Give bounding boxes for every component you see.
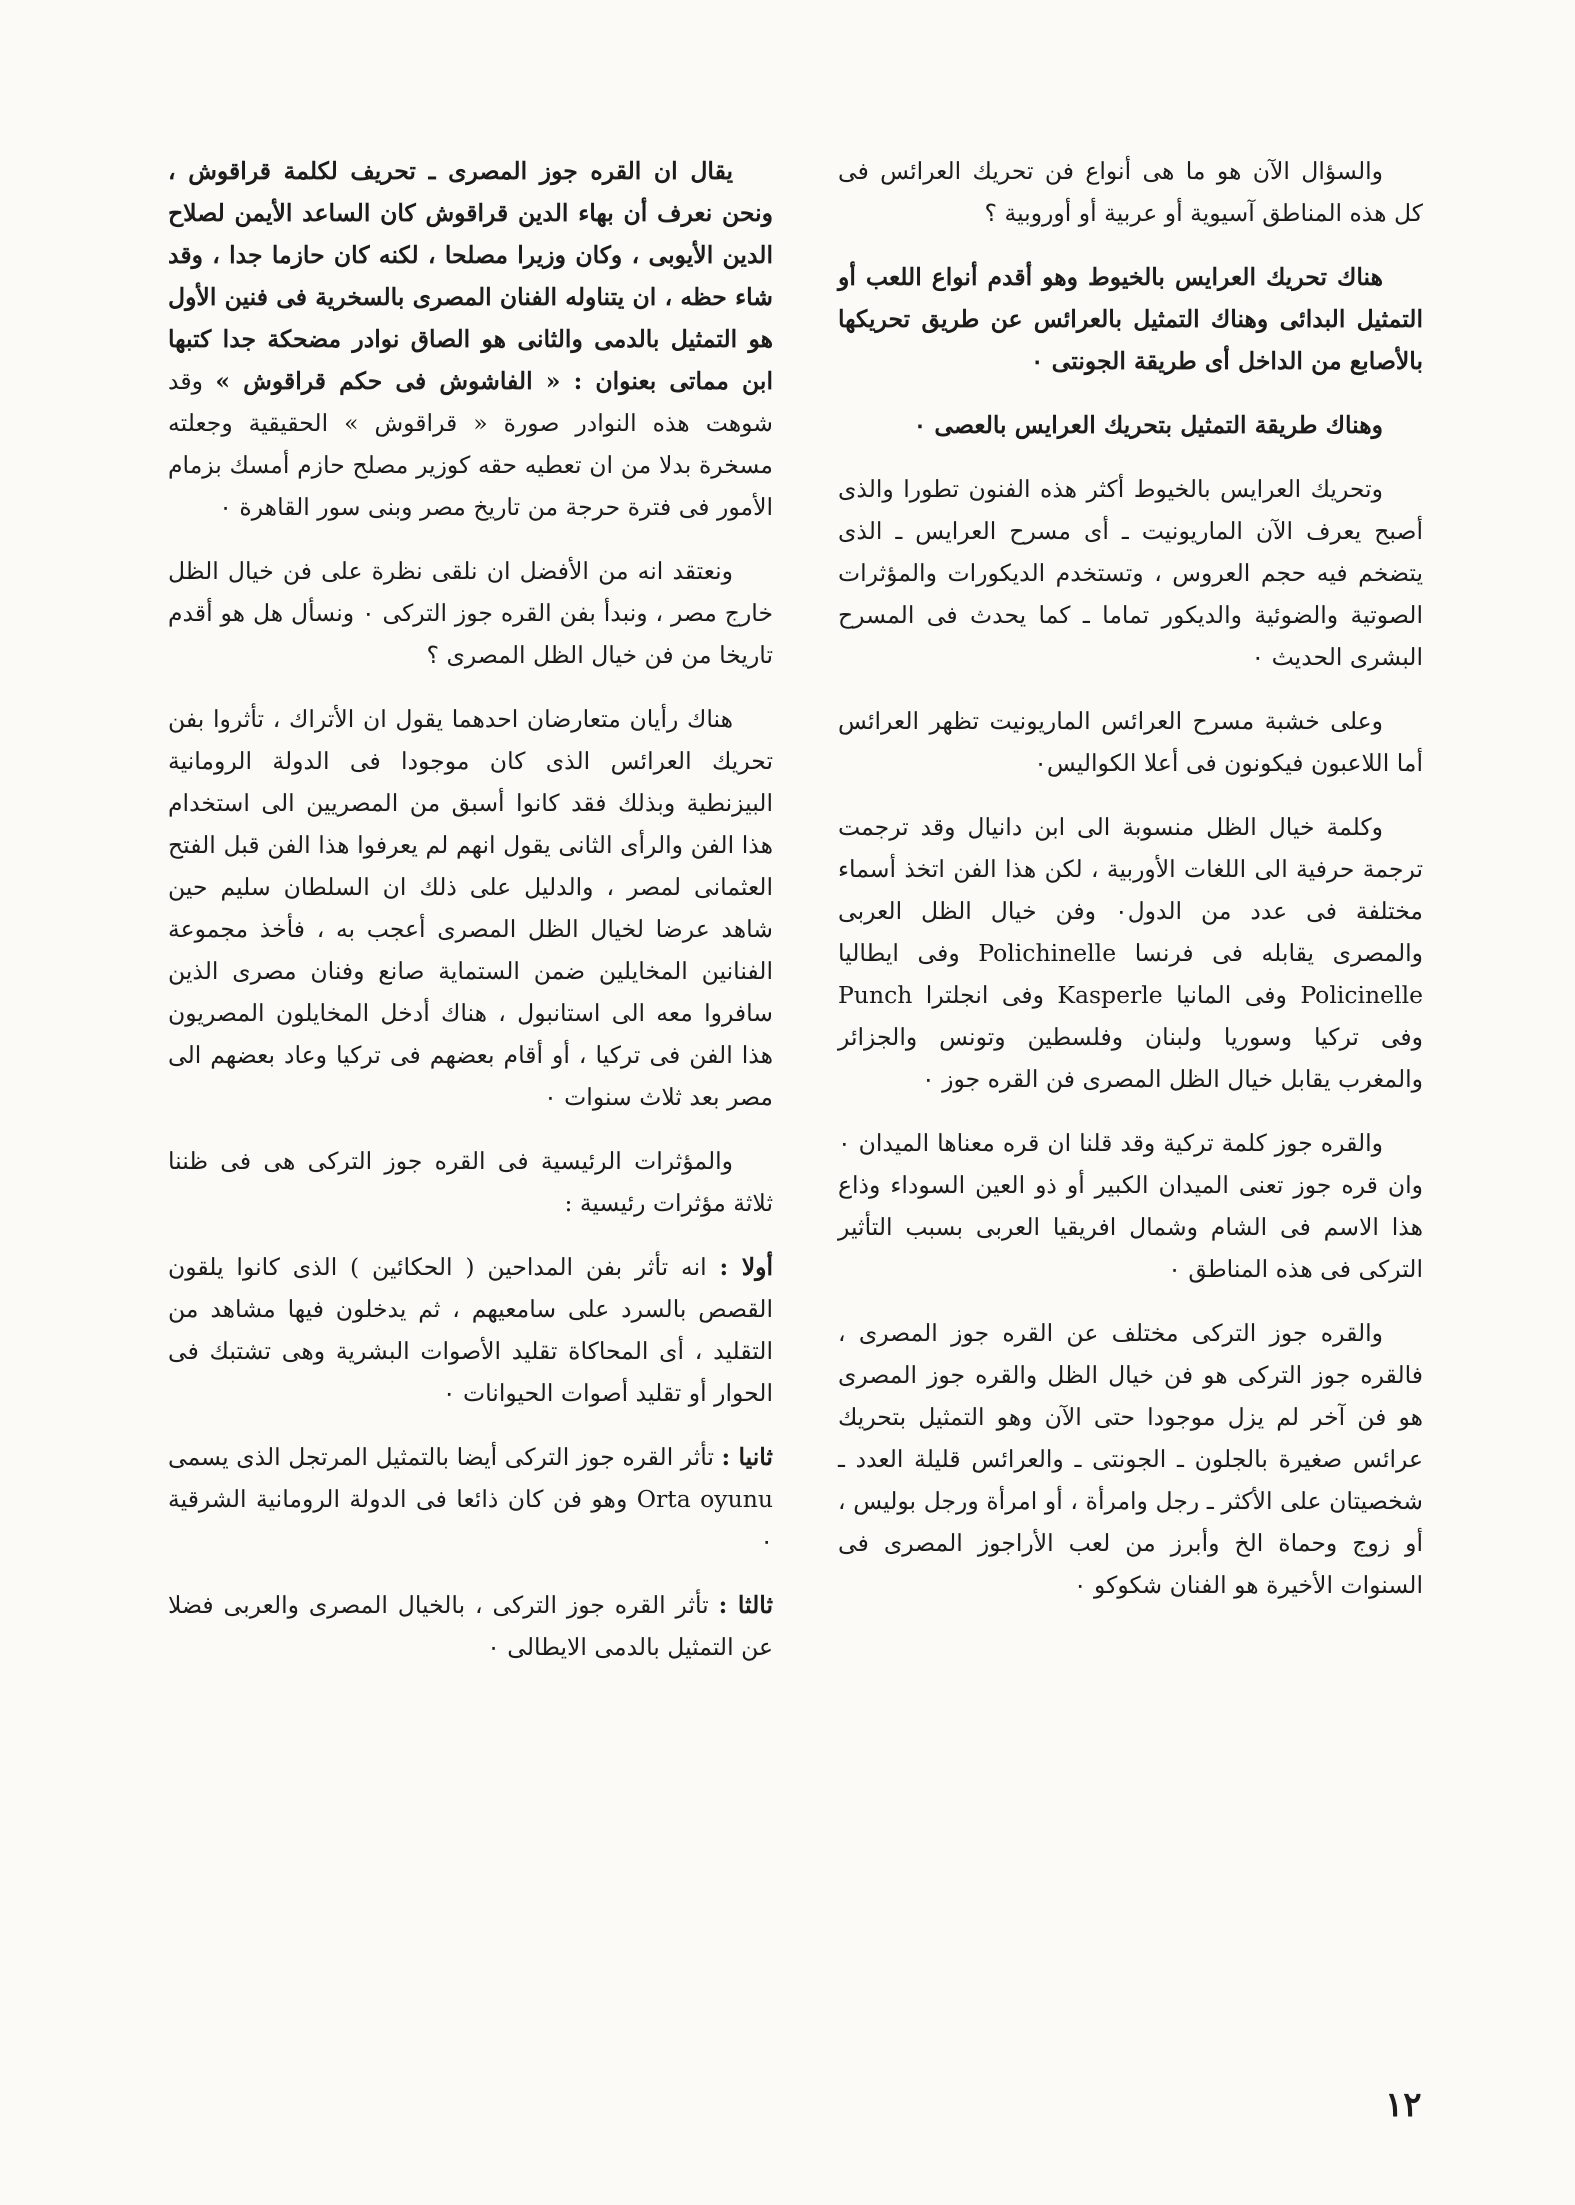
page-number: ١٢ [1385,2085,1422,2125]
list-lead: ثالثا : [718,1591,773,1619]
paragraph: والسؤال الآن هو ما هى أنواع فن تحريك العرائس فى كل هذه المناطق آسيوية أو عربية أو أوروبية ؟ [838,157,1423,227]
paragraph-text: وقد شوهت هذه النوادر صورة « قراقوش » الحقيقية وجعلته مسخرة بدلا من ان تعطيه حقه كوزير مصلح حازم أمسك بزمام الأمور فى فترة حرجة من تاريخ مصر وبنى سور القاهرة ٠ [168,367,773,521]
paragraph: وهناك طريقة التمثيل بتحريك العرايس بالعصى ٠ [913,411,1383,439]
list-lead: أولا : [719,1253,773,1281]
list-lead: ثانيا : [721,1443,773,1471]
paragraph [168,1436,773,1562]
paragraph-text: تأثر القره جوز التركى ، بالخيال المصرى والعربى فضلا عن التمثيل بالدمى الايطالى ٠ [168,1591,773,1661]
paragraph [168,150,773,528]
paragraph [168,1246,773,1414]
right-column [838,150,1423,1628]
paragraph: وكلمة خيال الظل منسوبة الى ابن دانيال وقد ترجمت ترجمة حرفية الى اللغات الأوربية ، لكن هذا الفن اتخذ أسماء مختلفة فى عدد من الدول٠ وفن خيال الظل العربى والمصرى يقابله فى فرنسا Polichinelle وفى ايطاليا Policinelle وفى المانيا Kasperle وفى انجلترا Punch وفى تركيا وسوريا ولبنان وفلسطين وتونس والجزائر والمغرب يقابل خيال الظل المصرى فن القره جوز ٠ [838,813,1424,1093]
left-column [168,150,773,1690]
paragraph: والقره جوز التركى مختلف عن القره جوز المصرى ، فالقره جوز التركى هو فن خيال الظل والقره جوز المصرى هو فن آخر لم يزل موجودا حتى الآن وهو التمثيل بتحريك عرائس صغيرة بالجلون ـ الجونتى ـ والعرائس قليلة العدد ـ شخصيتان على الأكثر ـ رجل وامرأة ، أو امرأة ورجل بوليس ، أو زوج وحماة الخ وأبرز من لعب الأراجوز المصرى فى السنوات الأخيرة هو الفنان شكوكو ٠ [838,1319,1423,1599]
paragraph: وعلى خشبة مسرح العرائس الماريونيت تظهر العرائس أما اللاعبون فيكونون فى أعلا الكواليس٠ [838,707,1423,777]
paragraph: هناك رأيان متعارضان احدهما يقول ان الأتراك ، تأثروا بفن تحريك العرائس الذى كان موجودا فى الدولة الرومانية البيزنطية وبذلك فقد كانوا أسبق من المصريين الى استخدام هذا الفن والرأى الثانى يقول انهم لم يعرفوا هذا الفن قبل الفتح العثمانى لمصر ، والدليل على ذلك ان السلطان سليم حين شاهد عرضا لخيال الظل المصرى أعجب به ، فأخذ مجموعة الفنانين المخايلين ضمن الستماية صانع وفنان مصرى الذين سافروا معه الى استانبول ، هناك أدخل المخايلون المصريون هذا الفن فى تركيا ، أو أقام بعضهم فى تركيا وعاد بعضهم الى مصر بعد ثلاث سنوات ٠ [168,705,773,1111]
paragraph: والقره جوز كلمة تركية وقد قلنا ان قره معناها الميدان ٠ وان قره جوز تعنى الميدان الكبير أو ذو العين السوداء وذاع هذا الاسم فى الشام وشمال افريقيا العربى بسبب التأثير التركى فى هذه المناطق ٠ [838,1129,1423,1283]
paragraph: وتحريك العرايس بالخيوط أكثر هذه الفنون تطورا والذى أصبح يعرف الآن الماريونيت ـ أى مسرح العرايس ـ الذى يتضخم فيه حجم العروس ، وتستخدم الديكورات والمؤثرات الصوتية والضوئية والديكور تماما ـ كما يحدث فى المسرح البشرى الحديث ٠ [838,475,1423,671]
bold-text: يقال ان القره جوز المصرى ـ تحريف لكلمة قراقوش ، ونحن نعرف أن بهاء الدين قراقوش كان الساعد الأيمن لصلاح الدين الأيوبى ، وكان وزيرا مصلحا ، لكنه كان حازما جدا ، وقد شاء حظه ، ان يتناوله الفنان المصرى بالسخرية فى فنين الأول هو التمثيل بالدمى والثانى هو الصاق نوادر مضحكة جدا كتبها ابن مماتى بعنوان : « الفاشوش فى حكم قراقوش » [168,157,773,395]
paragraph [168,1584,773,1668]
paragraph: هناك تحريك العرايس بالخيوط وهو أقدم أنواع اللعب أو التمثيل البدائى وهناك التمثيل بالعرائس عن طريق تحريكها بالأصابع من الداخل أى طريقة الجونتى ٠ [838,263,1423,375]
paragraph-text: انه تأثر بفن المداحين ( الحكائين ) الذى كانوا يلقون القصص بالسرد على سامعيهم ، ثم يدخلون فيها مشاهد من التقليد ، أى المحاكاة تقليد الأصوات البشرية وهى تشتبك فى الحوار أو تقليد أصوات الحيوانات ٠ [168,1253,773,1407]
paragraph: والمؤثرات الرئيسية فى القره جوز التركى هى فى ظننا ثلاثة مؤثرات رئيسية : [168,1147,773,1217]
paragraph-text: تأثر القره جوز التركى أيضا بالتمثيل المرتجل الذى يسمى Orta oyunu وهو فن كان ذائعا فى الدولة الرومانية الشرقية ٠ [168,1443,773,1555]
paragraph: ونعتقد انه من الأفضل ان نلقى نظرة على فن خيال الظل خارج مصر ، ونبدأ بفن القره جوز التركى ٠ ونسأل هل هو أقدم تاريخا من فن خيال الظل المصرى ؟ [168,557,773,669]
